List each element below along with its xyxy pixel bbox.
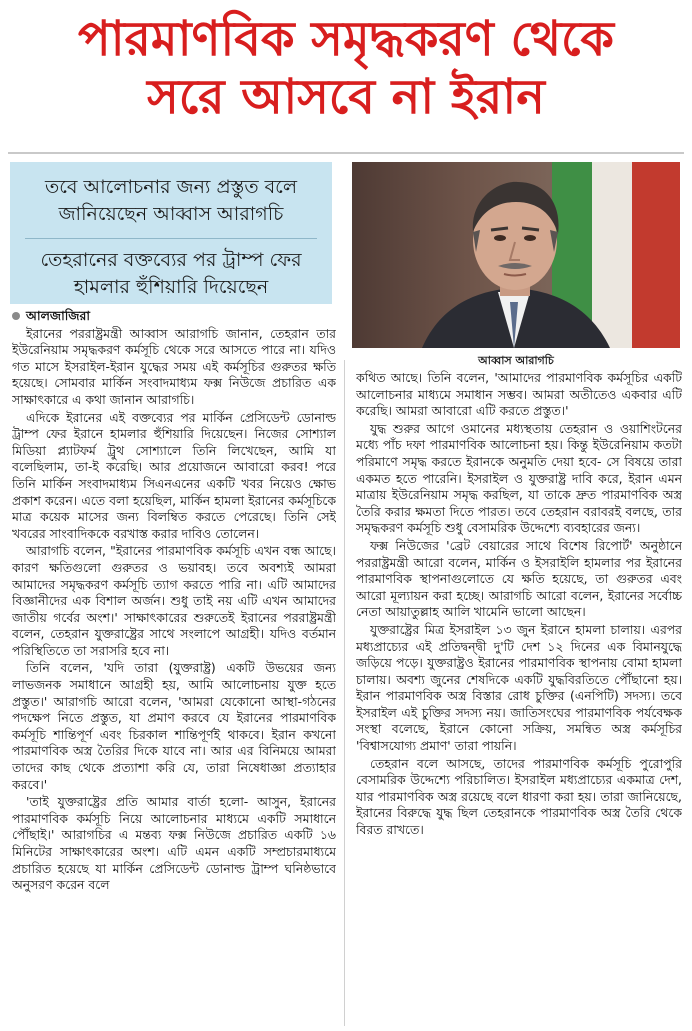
highlight-box — [10, 162, 332, 304]
header-divider — [8, 152, 684, 154]
paragraph: 'তাই যুক্তরাষ্ট্রের প্রতি আমার বার্তা হলো- আসুন, ইরানের পারমাণবিক কর্মসূচি নিয়ে আলোচনার মাধ্যমে একটি সমাধানে পৌঁছাই।' আরাগচির এ মন্তব্য ফক্স নিউজে প্রচারিত একটি ১৬ মিনিটের সাক্ষাৎকারের অংশ। এটি এমন একটি সম্প্রচারমাধ্যমে প্রচারিত হয়েছে যা মার্কিন প্রেসিডেন্ট ডোনাল্ড ট্রাম্প ঘনিষ্ঠভাবে অনুসরণ করেন বলে — [12, 794, 336, 893]
photo-caption: আব্বাস আরাগচি — [478, 354, 554, 367]
paragraph: ইরানের পররাষ্ট্রমন্ত্রী আব্বাস আরাগচি জানান, তেহরান তার ইউরেনিয়াম সমৃদ্ধকরণ কর্মসূচি থেকে সরে আসতে পারে না। যদিও গত মাসে ইসরাইল-ইরান যুদ্ধের সময় এই কর্মসূচির গুরুতর ক্ষতি হয়েছে। সোমবার মার্কিন সংবাদমাধ্যম ফক্স নিউজে প্রচারিত এক সাক্ষাৎকারে এ কথা জানান আরাগচি। — [12, 325, 336, 407]
paragraph: কথিত আছে। তিনি বলেন, 'আমাদের পারমাণবিক কর্মসূচির একটি আলোচনার মাধ্যমে সমাধান সম্ভব। আমরা অতীতেও একবার এটি করেছি। আমরা আবারো এটি করতে প্রস্তুত।' — [356, 370, 682, 419]
highlight-separator — [25, 238, 317, 239]
portrait-photo — [352, 162, 680, 348]
article-column-right — [356, 370, 682, 1030]
article-column-left — [12, 308, 336, 1028]
headline-line-2: সরে আসবে না ইরান — [147, 69, 545, 125]
headline-line-1: পারমাণবিক সমৃদ্ধকরণ থেকে — [78, 11, 614, 67]
paragraph: এদিকে ইরানের এই বক্তব্যের পর মার্কিন প্রেসিডেন্ট ডোনাল্ড ট্রাম্প ফের ইরানে হামলার হুঁশিয়ারি দিয়েছেন। নিজের সোশ্যাল মিডিয়া প্ল্যাটফর্ম ট্রুথ সোশ্যালে তিনি লিখেছেন, আমি যা বলেছিলাম, তা-ই করেছি। আর প্রয়োজনে আবারো করব! পরে তিনি মার্কিন সংবাদমাধ্যম সিএনএনের একটি খবর নিয়েও ক্ষোভ প্রকাশ করেন। এতে বলা হয়েছিল, মার্কিন হামলা ইরানের কর্মসূচিকে মাত্র কয়েক মাসের জন্য বিলম্বিত করতে পেরেছে। তিনি সেই খবরের সাংবাদিককে বরখাস্ত করার দাবিও তোলেন। — [12, 409, 336, 541]
left-eye — [494, 235, 506, 241]
paragraph: যুদ্ধ শুরুর আগে ওমানের মধ্যস্থতায় তেহরান ও ওয়াশিংটনের মধ্যে পাঁচ দফা পারমাণবিক আলোচনা হয়। কিন্তু ইউরেনিয়াম কতটা পরিমাণে সমৃদ্ধ করতে ইরানকে অনুমতি দেয়া হবে- সে বিষয়ে তারা একমত হতে পারেনি। ইসরাইল ও যুক্তরাষ্ট্র দাবি করে, ইরান এমন মাত্রায় ইউরেনিয়াম সমৃদ্ধ করছিল, যা তাকে দ্রুত পারমাণবিক অস্ত্র তৈরি করার ক্ষমতা দিতে পারত। তবে তেহরান বরাবরই বলছে, তার সমৃদ্ধকরণ কর্মসূচি শুধু বেসামরিক উদ্দেশ্যে ব্যবহারের জন্য। — [356, 420, 682, 536]
right-eye — [524, 235, 536, 241]
paragraph: তেহরান বলে আসছে, তাদের পারমাণবিক কর্মসূচি পুরোপুরি বেসামরিক উদ্দেশ্যে পরিচালিত। ইসরাইল মধ্যপ্রাচ্যের একমাত্র দেশ, যার পারমাণবিক অস্ত্র রয়েছে বলে ধারণা করা হয়। তারা জানিয়েছে, ইরানের বিরুদ্ধে যুদ্ধ ছিল তেহরানকে পারমাণবিক অস্ত্র তৈরি থেকে বিরত রাখতে। — [356, 755, 682, 838]
paragraph: তিনি বলেন, 'যদি তারা (যুক্তরাষ্ট্র) একটি উভয়ের জন্য লাভজনক সমাধানে আগ্রহী হয়, আমি আলোচনায় যুক্ত হতে প্রস্তুত।' আরাগচি আরো বলেন, 'আমরা যেকোনো আস্থা-গঠনের পদক্ষেপ নিতে প্রস্তুত, যা প্রমাণ করবে যে ইরানের পারমাণবিক কর্মসূচি শান্তিপূর্ণ এবং চিরকাল শান্তিপূর্ণই থাকবে। ইরান কখনো পারমাণবিক অস্ত্র তৈরির দিকে যাবে না। আর এর বিনিময়ে আমরা তাদের কাছ থেকে প্রত্যাশা করি যে, তারা নিষেধাজ্ঞা প্রত্যাহার করবে।' — [12, 660, 336, 792]
bullet-icon — [12, 312, 20, 320]
column-divider — [344, 360, 345, 1026]
highlight-text-1: তবে আলোচনার জন্য প্রস্তুত বলে জানিয়েছেন আব্বাস আরাগচি — [45, 176, 297, 225]
headline — [0, 10, 692, 126]
paragraph: ফক্স নিউজের 'ব্রেট বেয়ারের সাথে বিশেষ রিপোর্ট' অনুষ্ঠানে পররাষ্ট্রমন্ত্রী আরো বলেন, মার্কিন ও ইসরাইলি হামলার পর ইরানের পারমাণবিক স্থাপনাগুলোতে যে ক্ষতি হয়েছে, তা গুরুতর এবং আরো মূল্যায়ন করা হচ্ছে। আরাগচি আরো বলেন, ইরানের সর্বোচ্চ নেতা আয়াতুল্লাহ আলি খামেনি ভালো আছেন। — [356, 537, 682, 620]
source-label: আলজাজিরা — [26, 308, 90, 323]
highlight-text-2: তেহরানের বক্তব্যের পর ট্রাম্প ফের হামলার হুঁশিয়ারি দিয়েছেন — [40, 249, 302, 298]
paragraph: আরাগচি বলেন, "ইরানের পারমাণবিক কর্মসূচি এখন বন্ধ আছে। কারণ ক্ষতিগুলো গুরুতর ও ভয়াবহ। তবে অবশ্যই আমরা আমাদের সমৃদ্ধকরণ কর্মসূচি ত্যাগ করতে পারি না। এটি আমাদের বিজ্ঞানীদের এক বিশাল অর্জন। শুধু তাই নয় এটি এখন আমাদের জাতীয় গর্বের অংশ।' সাক্ষাৎকারের শুরুতেই ইরানের পররাষ্ট্রমন্ত্রী বলেন, তেহরান যুক্তরাষ্ট্রের সাথে সংলাপে আগ্রহী। যদিও বর্তমান পরিস্থিতিতে তা সরাসরি হবে না। — [12, 543, 336, 658]
flag-white-stripe — [592, 162, 632, 348]
paragraph: যুক্তরাষ্ট্রের মিত্র ইসরাইল ১৩ জুন ইরানে হামলা চালায়। এরপর মধ্যপ্রাচ্যের এই প্রতিদ্বন্দ্বী দু'টি দেশ ১২ দিনের এক বিমানযুদ্ধে জড়িয়ে পড়ে। যুক্তরাষ্ট্রও ইরানের পারমাণবিক স্থাপনায় বোমা হামলা চালায়। অবশ্য জুনের শেষদিকে একটি যুদ্ধবিরতিতে পৌঁছানো হয়। ইরান পারমাণবিক অস্ত্র বিস্তার রোধ চুক্তির (এনপিটি) সদস্য। তবে ইসরাইল এই চুক্তির সদস্য নয়। জাতিসংঘের পারমাণবিক পর্যবেক্ষক সংস্থা বলেছে, ইরানে কোনো সক্রিয়, সমন্বিত অস্ত্র কর্মসূচির 'বিশ্বাসযোগ্য প্রমাণ' তারা পায়নি। — [356, 621, 682, 754]
source-line — [12, 308, 336, 325]
flag-red-stripe — [632, 162, 680, 348]
portrait-illustration — [352, 162, 680, 348]
